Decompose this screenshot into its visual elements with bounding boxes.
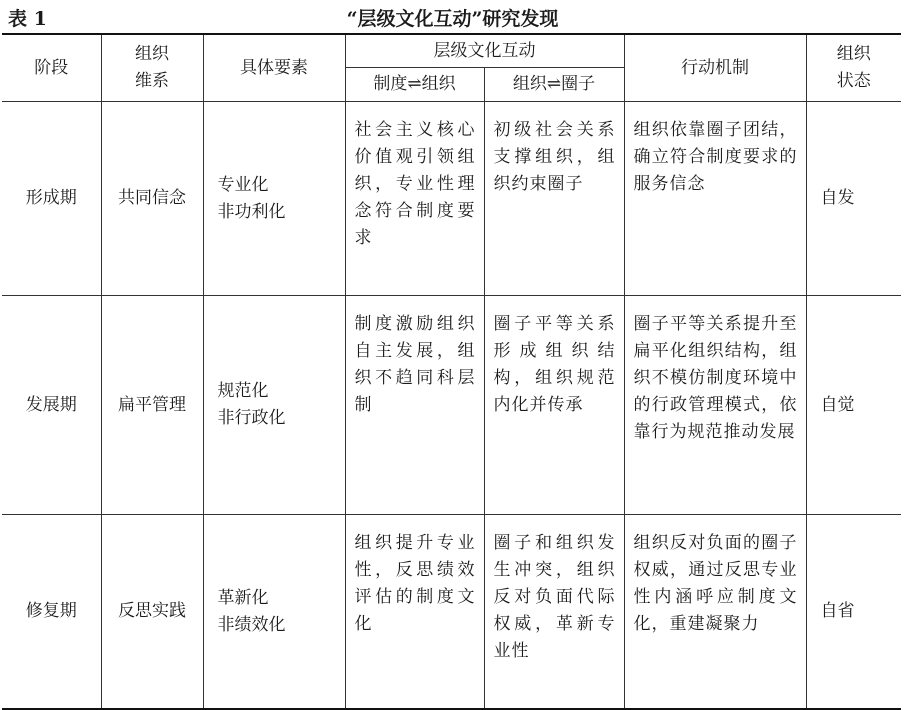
header-stage: 阶段 (2, 34, 101, 102)
elements-cell: 专业化 非功利化 (203, 102, 345, 296)
org-bond-cell: 共同信念 (101, 102, 203, 296)
table-row (2, 102, 901, 296)
header-system-org: 制度⇌组织 (345, 68, 484, 102)
elements-cell: 革新化 非绩效化 (203, 515, 345, 710)
system-org-cell: 社会主义核心价值观引领组织，专业性理念符合制度要求 (345, 102, 484, 296)
header-elements: 具体要素 (203, 34, 345, 102)
header-org-bond: 组织 维系 (101, 34, 203, 102)
table-number: 表 1 (8, 8, 47, 30)
mechanism-cell: 组织反对负面的圈子权威，通过反思专业性内涵呼应制度文化，重建凝聚力 (624, 515, 806, 710)
elements-cell: 规范化 非行政化 (203, 296, 345, 515)
org-circle-cell: 圈子平等关系形成组织结构，组织规范内化并传承 (484, 296, 624, 515)
table-row (2, 296, 901, 515)
header-row (2, 34, 901, 68)
stage-cell: 形成期 (2, 102, 101, 296)
mechanism-cell: 圈子平等关系提升至扁平化组织结构，组织不模仿制度环境中的行政管理模式，依靠行为规范推动发展 (624, 296, 806, 515)
table-row (2, 515, 901, 710)
header-interaction: 层级文化互动 (345, 34, 624, 68)
table-caption (0, 0, 905, 34)
org-bond-cell: 反思实践 (101, 515, 203, 710)
org-bond-cell: 扁平管理 (101, 296, 203, 515)
system-org-cell: 组织提升专业性，反思绩效评估的制度文化 (345, 515, 484, 710)
header-org-state: 组织 状态 (806, 34, 901, 102)
org-state-cell: 自发 (806, 102, 901, 296)
org-state-cell: 自省 (806, 515, 901, 710)
org-circle-cell: 圈子和组织发生冲突，组织反对负面代际权威，革新专业性 (484, 515, 624, 710)
table-title: “层级文化互动”研究发现 (346, 8, 559, 30)
findings-table (2, 33, 901, 710)
system-org-cell: 制度激励组织自主发展，组织不趋同科层制 (345, 296, 484, 515)
org-state-cell: 自觉 (806, 296, 901, 515)
stage-cell: 修复期 (2, 515, 101, 710)
mechanism-cell: 组织依靠圈子团结，确立符合制度要求的服务信念 (624, 102, 806, 296)
header-org-circle: 组织⇌圈子 (484, 68, 624, 102)
org-circle-cell: 初级社会关系支撑组织，组织约束圈子 (484, 102, 624, 296)
stage-cell: 发展期 (2, 296, 101, 515)
header-mechanism: 行动机制 (624, 34, 806, 102)
